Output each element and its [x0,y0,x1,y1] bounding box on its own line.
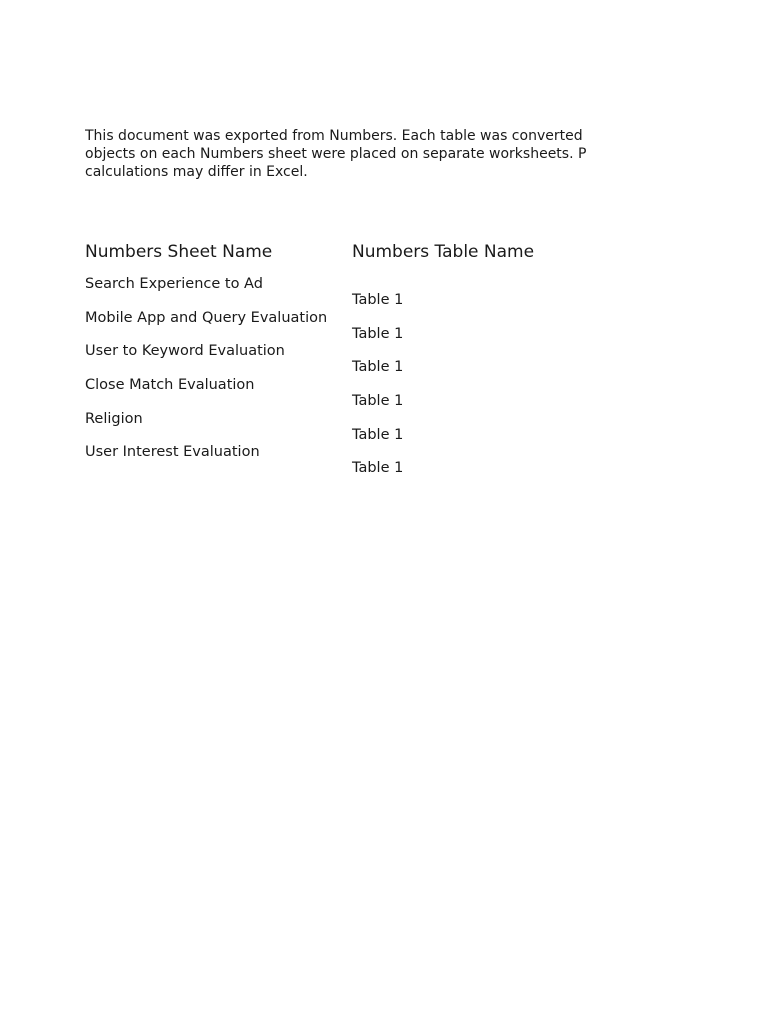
export-notice-line: This document was exported from Numbers. Each table was converted [85,128,583,144]
table-name-cell: Table 1 [352,460,404,477]
table-name-cell: Table 1 [352,325,404,342]
sheet-name-cell: Religion [85,410,143,427]
table-name-cell: Table 1 [352,393,404,410]
export-notice [85,127,620,181]
export-notice-line: objects on each Numbers sheet were placed on separate worksheets. P [85,146,587,162]
table-name-cell: Table 1 [352,359,404,376]
sheet-name-cell: Mobile App and Query Evaluation [85,309,328,326]
sheet-name-list [85,275,327,477]
table-name-cell: Table 1 [352,426,404,443]
sheet-name-cell: Search Experience to Ad [85,276,263,292]
export-notice-line: calculations may differ in Excel. [85,164,308,180]
sheet-name-cell: User Interest Evaluation [85,444,260,461]
table-name-cell: Table 1 [352,292,404,308]
table-name-list [352,291,403,493]
sheet-name-cell: User to Keyword Evaluation [85,343,285,360]
sheet-name-cell: Close Match Evaluation [85,377,255,394]
sheet-name-column-header: Numbers Sheet Name [85,242,273,262]
table-name-column-header: Numbers Table Name [352,242,535,262]
